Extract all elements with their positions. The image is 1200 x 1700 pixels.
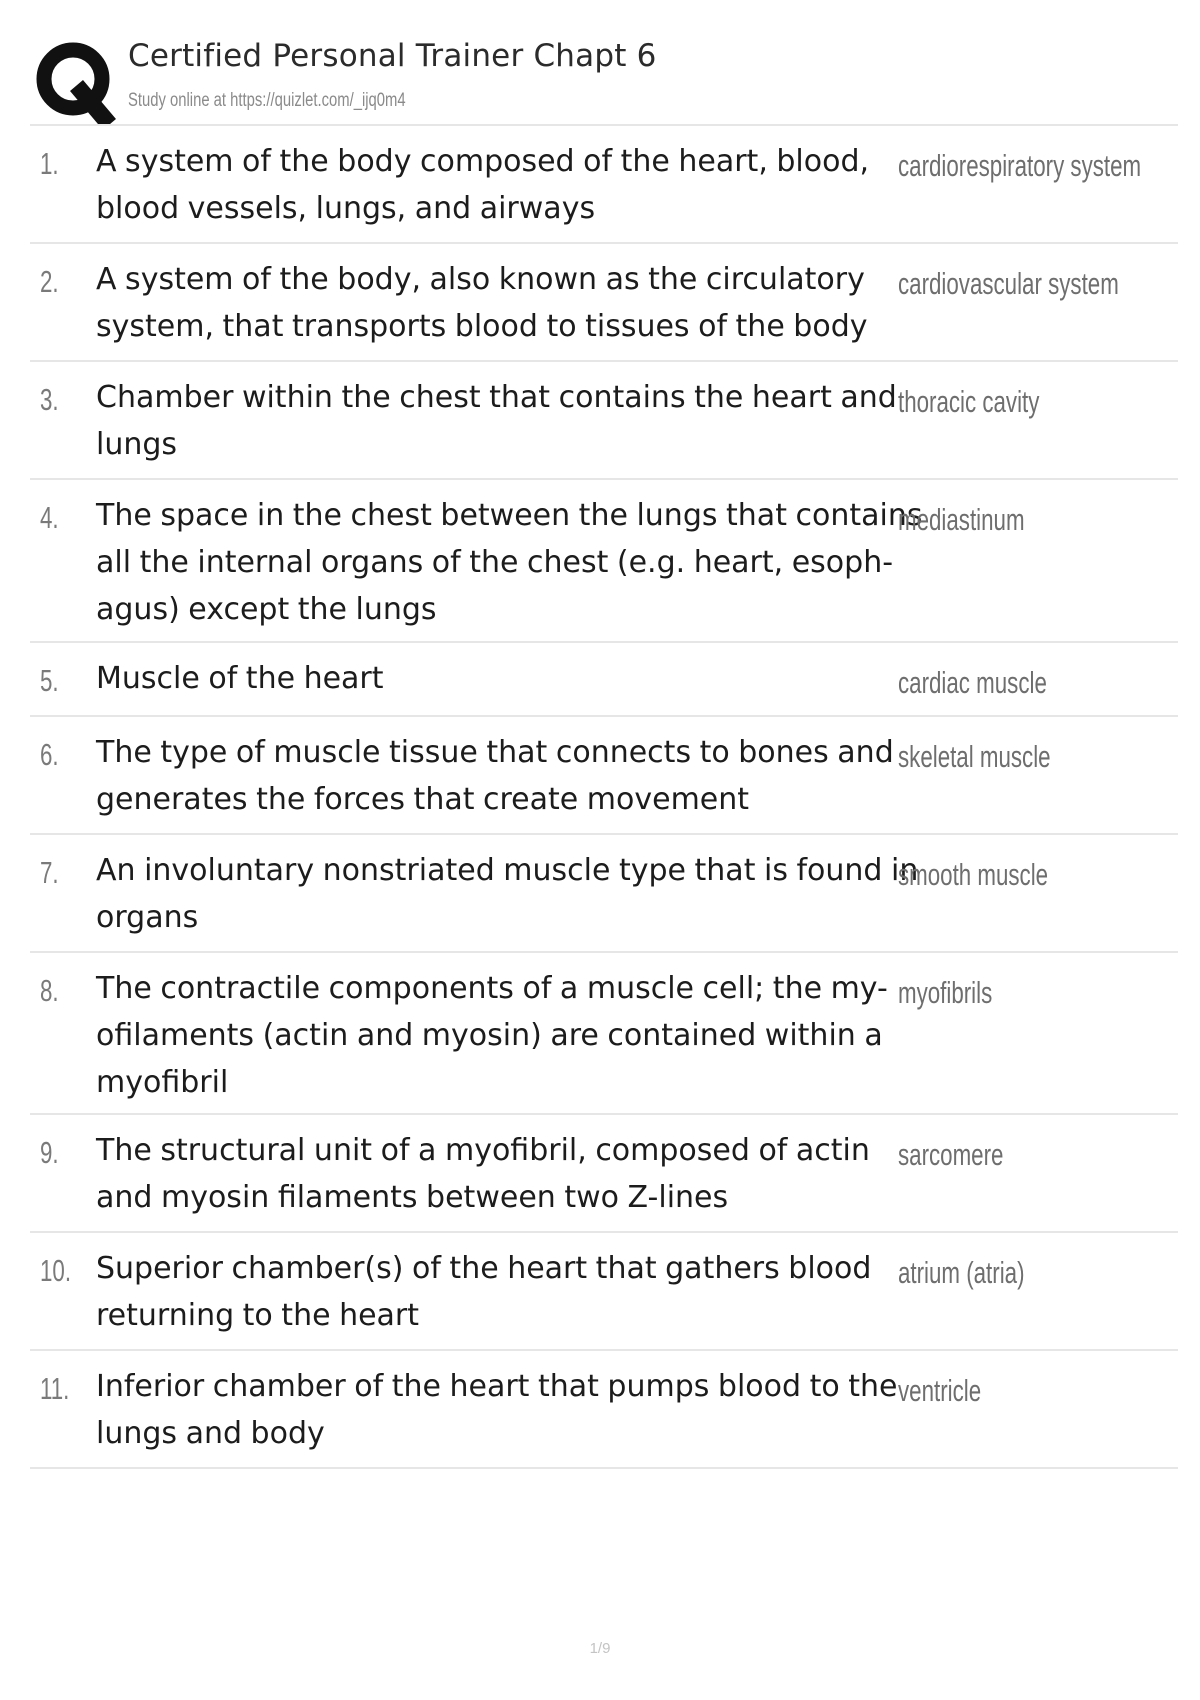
term-text: smooth muscle: [898, 857, 1049, 892]
item-number: 9.: [40, 1135, 59, 1170]
term-text: mediastinum: [898, 502, 1025, 537]
term-text: cardiovascular system: [898, 266, 1119, 301]
definition-text: A system of the body, also known as the circulatory system, that transports blood to tissues of the body: [96, 262, 868, 344]
term-text: cardiac muscle: [898, 665, 1047, 700]
page-number: 1/9: [589, 1640, 611, 1657]
item-number: 11.: [40, 1371, 70, 1406]
item-number: 5.: [40, 663, 59, 698]
list-item: [30, 953, 1178, 1115]
item-number: 8.: [40, 973, 59, 1008]
list-item: [30, 835, 1178, 953]
list-item: [30, 1233, 1178, 1351]
list-item: [30, 643, 1178, 717]
term-text: thoracic cavity: [898, 384, 1040, 419]
term-text: atrium (atria): [898, 1255, 1025, 1290]
item-number: 7.: [40, 855, 59, 890]
document-header: [30, 36, 1178, 124]
flashcard-list: [30, 124, 1178, 1469]
definition-text: Inferior chamber of the heart that pumps blood to the lungs and body: [96, 1369, 898, 1451]
page-title: Certified Personal Trainer Chapt 6: [128, 38, 657, 74]
item-number: 2.: [40, 264, 59, 299]
term-text: skeletal muscle: [898, 739, 1051, 774]
list-item: [30, 1351, 1178, 1469]
term-text: ventricle: [898, 1373, 982, 1408]
item-number: 1.: [40, 146, 59, 181]
definition-text: The type of muscle tissue that connects to bones and generates the forces that create movement: [96, 735, 894, 817]
list-item: [30, 126, 1178, 244]
list-item: [30, 362, 1178, 480]
definition-text: A system of the body composed of the heart, blood, blood vessels, lungs, and airways: [96, 144, 870, 226]
definition-text: Superior chamber(s) of the heart that gathers blood returning to the heart: [96, 1251, 872, 1333]
definition-text: The structural unit of a myofibril, composed of actin and myosin filaments between two Z-lines: [96, 1133, 870, 1215]
list-item: [30, 244, 1178, 362]
list-item: [30, 717, 1178, 835]
list-item: [30, 480, 1178, 643]
list-item: [30, 1115, 1178, 1233]
definition-text: Muscle of the heart: [96, 661, 384, 696]
item-number: 4.: [40, 500, 59, 535]
quizlet-logo: [32, 38, 140, 124]
definition-text: Chamber within the chest that contains the heart and lungs: [96, 380, 897, 462]
definition-text: An involuntary nonstriated muscle type that is found in organs: [96, 853, 919, 935]
item-number: 3.: [40, 382, 59, 417]
study-online-link[interactable]: Study online at https://quizlet.com/_ijq0m4: [128, 90, 406, 111]
definition-text: The contractile components of a muscle cell; the my-ofilaments (actin and myosin) are contained within a myofibril: [96, 971, 888, 1100]
item-number: 10.: [40, 1253, 72, 1288]
term-text: myofibrils: [898, 975, 993, 1010]
definition-text: The space in the chest between the lungs that contains all the internal organs of the chest (e.g. heart, esoph-agus) except the lungs: [96, 498, 923, 627]
term-text: sarcomere: [898, 1137, 1004, 1172]
item-number: 6.: [40, 737, 59, 772]
term-text: cardiorespiratory system: [898, 148, 1142, 183]
